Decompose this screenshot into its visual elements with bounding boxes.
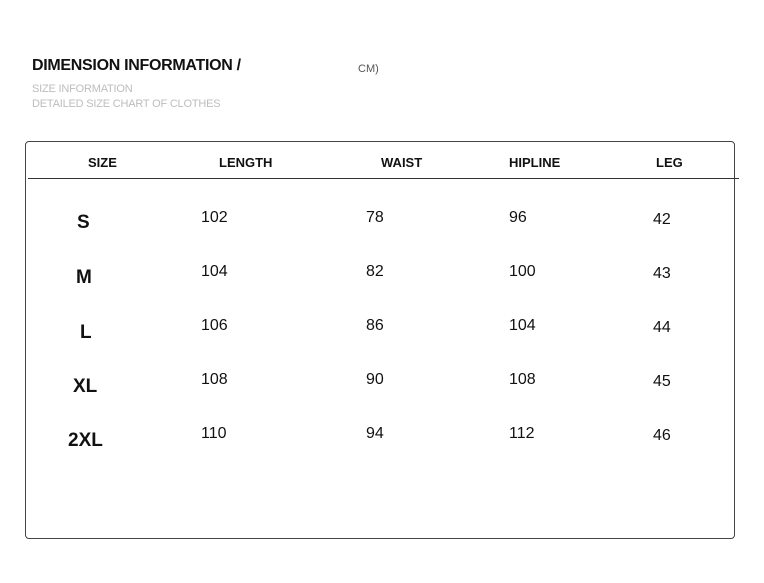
length-cell-xl: 108 xyxy=(201,371,228,388)
size-cell-xl: XL xyxy=(73,376,98,397)
hipline-cell-l: 104 xyxy=(509,317,536,334)
leg-cell-xl: 45 xyxy=(653,373,671,390)
unit-label: CM) xyxy=(358,63,379,75)
leg-cell-s: 42 xyxy=(653,211,671,228)
column-header-size: SIZE xyxy=(88,155,117,170)
length-cell-m: 104 xyxy=(201,263,228,280)
length-cell-l: 106 xyxy=(201,317,228,334)
size-chart-panel xyxy=(25,141,735,539)
header-divider xyxy=(28,178,739,179)
column-header-hipline: HIPLINE xyxy=(509,155,561,170)
waist-cell-xl: 90 xyxy=(366,371,384,388)
leg-cell-l: 44 xyxy=(653,319,671,336)
hipline-cell-m: 100 xyxy=(509,263,536,280)
leg-cell-2xl: 46 xyxy=(653,427,671,444)
size-cell-m: M xyxy=(76,267,92,288)
subtitle-detailed-size-chart: DETAILED SIZE CHART OF CLOTHES xyxy=(32,98,221,110)
size-cell-l: L xyxy=(80,322,92,343)
hipline-cell-xl: 108 xyxy=(509,371,536,388)
waist-cell-2xl: 94 xyxy=(366,425,384,442)
column-header-length: LENGTH xyxy=(219,155,273,170)
page-title: DIMENSION INFORMATION / xyxy=(32,57,241,74)
hipline-cell-2xl: 112 xyxy=(509,425,535,442)
leg-cell-m: 43 xyxy=(653,265,671,282)
size-cell-s: S xyxy=(77,212,90,233)
waist-cell-s: 78 xyxy=(366,209,384,226)
column-header-waist: WAIST xyxy=(381,155,423,170)
waist-cell-l: 86 xyxy=(366,317,384,334)
column-header-leg: LEG xyxy=(656,155,683,170)
waist-cell-m: 82 xyxy=(366,263,384,280)
length-cell-2xl: 110 xyxy=(201,425,227,442)
length-cell-s: 102 xyxy=(201,209,228,226)
size-cell-2xl: 2XL xyxy=(68,430,103,451)
hipline-cell-s: 96 xyxy=(509,209,527,226)
subtitle-size-information: SIZE INFORMATION xyxy=(32,83,133,95)
